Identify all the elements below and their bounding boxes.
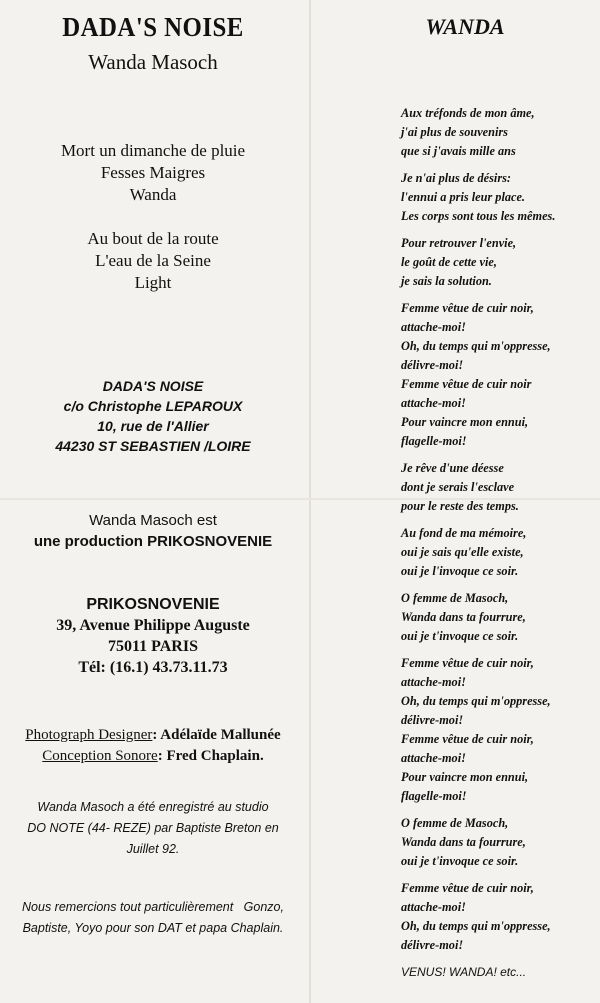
address-line: DADA'S NOISE bbox=[102, 378, 204, 394]
lyric-line: attache-moi! bbox=[401, 751, 466, 765]
lyrics-finale: VENUS! WANDA! etc... bbox=[401, 965, 527, 979]
address-line: 75011 PARIS bbox=[108, 638, 198, 655]
track-list bbox=[0, 140, 306, 294]
lyric-line: Oh, du temps qui m'oppresse, bbox=[401, 694, 551, 708]
lyric-line: dont je serais l'esclave bbox=[401, 480, 515, 494]
lyric-line: attache-moi! bbox=[401, 900, 466, 914]
text-line: DO NOTE (44- REZE) par Baptiste Breton en bbox=[27, 821, 279, 835]
credits bbox=[0, 725, 306, 767]
address-line: 10, rue de l'Allier bbox=[97, 418, 209, 434]
track: Mort un dimanche de pluie bbox=[60, 141, 246, 160]
text-line: Baptiste, Yoyo pour son DAT et papa Chaplain. bbox=[22, 921, 284, 935]
lyric-line: Pour vaincre mon ennui, bbox=[401, 770, 529, 784]
lyrics-title: WANDA bbox=[425, 14, 505, 39]
lyric-line: Wanda dans ta fourrure, bbox=[401, 610, 526, 624]
phone: Tél: (16.1) 43.73.11.73 bbox=[78, 659, 228, 676]
stanza bbox=[401, 104, 555, 161]
lyric-line: Au fond de ma mémoire, bbox=[401, 526, 527, 540]
label-name: PRIKOSNOVENIE bbox=[86, 596, 220, 613]
lyric-line: Aux tréfonds de mon âme, bbox=[401, 106, 535, 120]
stanza bbox=[401, 299, 555, 451]
lyric-line: Femme vêtue de cuir noir, bbox=[401, 881, 534, 895]
credit-name: : Adélaïde Mallunée bbox=[152, 727, 281, 743]
track: Light bbox=[134, 273, 172, 292]
lyric-line: Je n'ai plus de désirs: bbox=[401, 171, 511, 185]
lyric-line: flagelle-moi! bbox=[401, 789, 467, 803]
lyric-line: attache-moi! bbox=[401, 320, 466, 334]
stanza bbox=[401, 589, 555, 646]
production-line: une production PRIKOSNOVENIE bbox=[33, 533, 273, 550]
stanza bbox=[401, 654, 555, 806]
credit-name: : Fred Chaplain. bbox=[157, 748, 264, 764]
lyric-line: Pour vaincre mon ennui, bbox=[401, 415, 529, 429]
lyric-line: délivre-moi! bbox=[401, 358, 464, 372]
lyric-line: oui je t'invoque ce soir. bbox=[401, 629, 519, 643]
lyric-line: attache-moi! bbox=[401, 675, 466, 689]
stanza bbox=[401, 459, 555, 516]
lyric-line: Femme vêtue de cuir noir, bbox=[401, 732, 534, 746]
lyric-line: Les corps sont tous les mêmes. bbox=[401, 209, 556, 223]
track: L'eau de la Seine bbox=[95, 251, 211, 270]
lyric-line: je sais la solution. bbox=[401, 274, 492, 288]
lyric-line: Femme vêtue de cuir noir, bbox=[401, 301, 534, 315]
lyric-line: délivre-moi! bbox=[401, 713, 464, 727]
production-note bbox=[0, 510, 306, 552]
stanza bbox=[401, 524, 555, 581]
address-line: 44230 ST SEBASTIEN /LOIRE bbox=[55, 438, 251, 454]
lyric-line: Oh, du temps qui m'oppresse, bbox=[401, 919, 551, 933]
track: Fesses Maigres bbox=[100, 163, 206, 182]
credit-role: Conception Sonore bbox=[42, 748, 158, 764]
track: Wanda bbox=[129, 185, 177, 204]
address-line: 39, Avenue Philippe Auguste bbox=[56, 617, 250, 634]
stanza bbox=[401, 814, 555, 871]
lyric-line: l'ennui a pris leur place. bbox=[401, 190, 526, 204]
lyric-line: Oh, du temps qui m'oppresse, bbox=[401, 339, 551, 353]
lyric-line: oui je sais qu'elle existe, bbox=[401, 545, 524, 559]
credit-line bbox=[0, 725, 306, 746]
label-address bbox=[0, 594, 306, 678]
lyric-line: O femme de Masoch, bbox=[401, 816, 509, 830]
stanza bbox=[401, 169, 555, 226]
recording-note bbox=[0, 797, 306, 860]
credit-role: Photograph Designer bbox=[25, 727, 153, 743]
lyric-line: Pour retrouver l'envie, bbox=[401, 236, 517, 250]
text-line: Nous remercions tout particulièrement Gonzo, bbox=[22, 900, 284, 914]
lyric-line: Wanda dans ta fourrure, bbox=[401, 835, 526, 849]
stanza bbox=[401, 234, 555, 291]
lyrics bbox=[401, 104, 555, 982]
thanks-note bbox=[0, 897, 306, 939]
lyric-line: Femme vêtue de cuir noir, bbox=[401, 656, 534, 670]
lyric-line: oui je l'invoque ce soir. bbox=[401, 564, 519, 578]
lyric-line: que si j'avais mille ans bbox=[401, 144, 516, 158]
lyric-line: délivre-moi! bbox=[401, 938, 464, 952]
lyric-line: j'ai plus de souvenirs bbox=[401, 125, 508, 139]
stanza bbox=[401, 879, 555, 955]
text-line: Juillet 92. bbox=[126, 842, 180, 856]
credit-line bbox=[0, 746, 306, 767]
lyric-line: pour le reste des temps. bbox=[401, 499, 519, 513]
band-title: DADA'S NOISE bbox=[62, 12, 244, 42]
band-address bbox=[0, 376, 306, 456]
lyric-line: Je rêve d'une déesse bbox=[401, 461, 504, 475]
lyric-line: attache-moi! bbox=[401, 396, 466, 410]
lyric-line: flagelle-moi! bbox=[401, 434, 467, 448]
lyric-line: Femme vêtue de cuir noir bbox=[401, 377, 532, 391]
fold-line-vertical bbox=[309, 0, 311, 1003]
production-line: Wanda Masoch est bbox=[89, 512, 217, 529]
lyric-line: O femme de Masoch, bbox=[401, 591, 509, 605]
lyric-line: oui je t'invoque ce soir. bbox=[401, 854, 519, 868]
album-title: Wanda Masoch bbox=[88, 50, 218, 74]
address-line: c/o Christophe LEPAROUX bbox=[63, 398, 243, 414]
track: Au bout de la route bbox=[87, 229, 219, 248]
lyric-line: le goût de cette vie, bbox=[401, 255, 497, 269]
text-line: Wanda Masoch a été enregistré au studio bbox=[37, 800, 269, 814]
